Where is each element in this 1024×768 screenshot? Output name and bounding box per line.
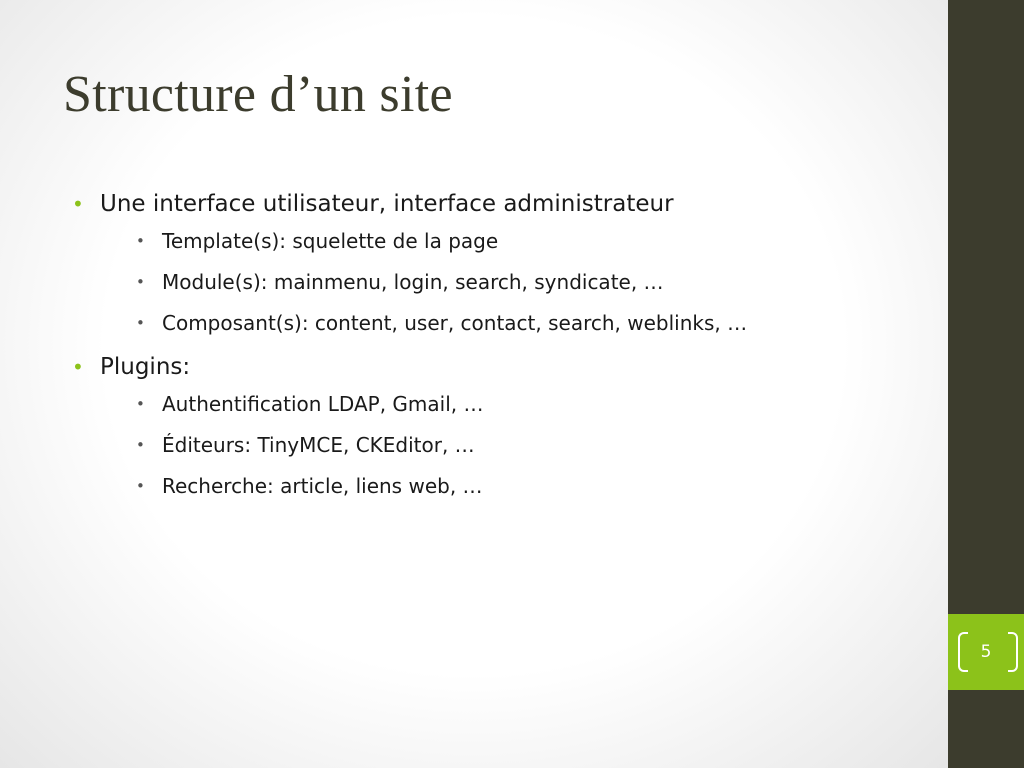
- page-number: 5: [980, 642, 992, 662]
- sub-bullet-item: [128, 308, 932, 338]
- bullet-text: Plugins:: [100, 354, 191, 380]
- sub-bullet-dot-icon: •: [136, 273, 145, 291]
- slide-title: Structure d’un site: [63, 66, 453, 123]
- slide-content: [72, 186, 932, 512]
- bullet-text: Une interface utilisateur, interface administrateur: [100, 191, 674, 217]
- page-number-badge: [948, 614, 1024, 690]
- bullet-dot-icon: •: [72, 355, 84, 379]
- sub-bullet-text: Recherche: article, liens web, …: [162, 474, 483, 498]
- sub-bullet-dot-icon: •: [136, 436, 145, 454]
- sub-bullet-item: [128, 226, 932, 256]
- bullet-list: [72, 186, 932, 501]
- sub-bullet-dot-icon: •: [136, 477, 145, 495]
- bullet-item-interfaces: [72, 186, 932, 338]
- sub-bullet-item: [128, 430, 932, 460]
- sub-bullet-item: [128, 471, 932, 501]
- sub-bullet-list: [100, 226, 932, 338]
- sub-bullet-item: [128, 389, 932, 419]
- bullet-dot-icon: •: [72, 192, 84, 216]
- sub-bullet-text: Authentification LDAP, Gmail, …: [162, 392, 484, 416]
- sub-bullet-text: Éditeurs: TinyMCE, CKEditor, …: [162, 433, 475, 457]
- sub-bullet-dot-icon: •: [136, 395, 145, 413]
- sub-bullet-item: [128, 267, 932, 297]
- sub-bullet-dot-icon: •: [136, 314, 145, 332]
- sub-bullet-list: [100, 389, 932, 501]
- sub-bullet-text: Composant(s): content, user, contact, search, weblinks, …: [162, 311, 748, 335]
- sub-bullet-text: Template(s): squelette de la page: [162, 229, 499, 253]
- sub-bullet-text: Module(s): mainmenu, login, search, syndicate, …: [162, 270, 664, 294]
- bullet-item-plugins: [72, 349, 932, 501]
- sub-bullet-dot-icon: •: [136, 232, 145, 250]
